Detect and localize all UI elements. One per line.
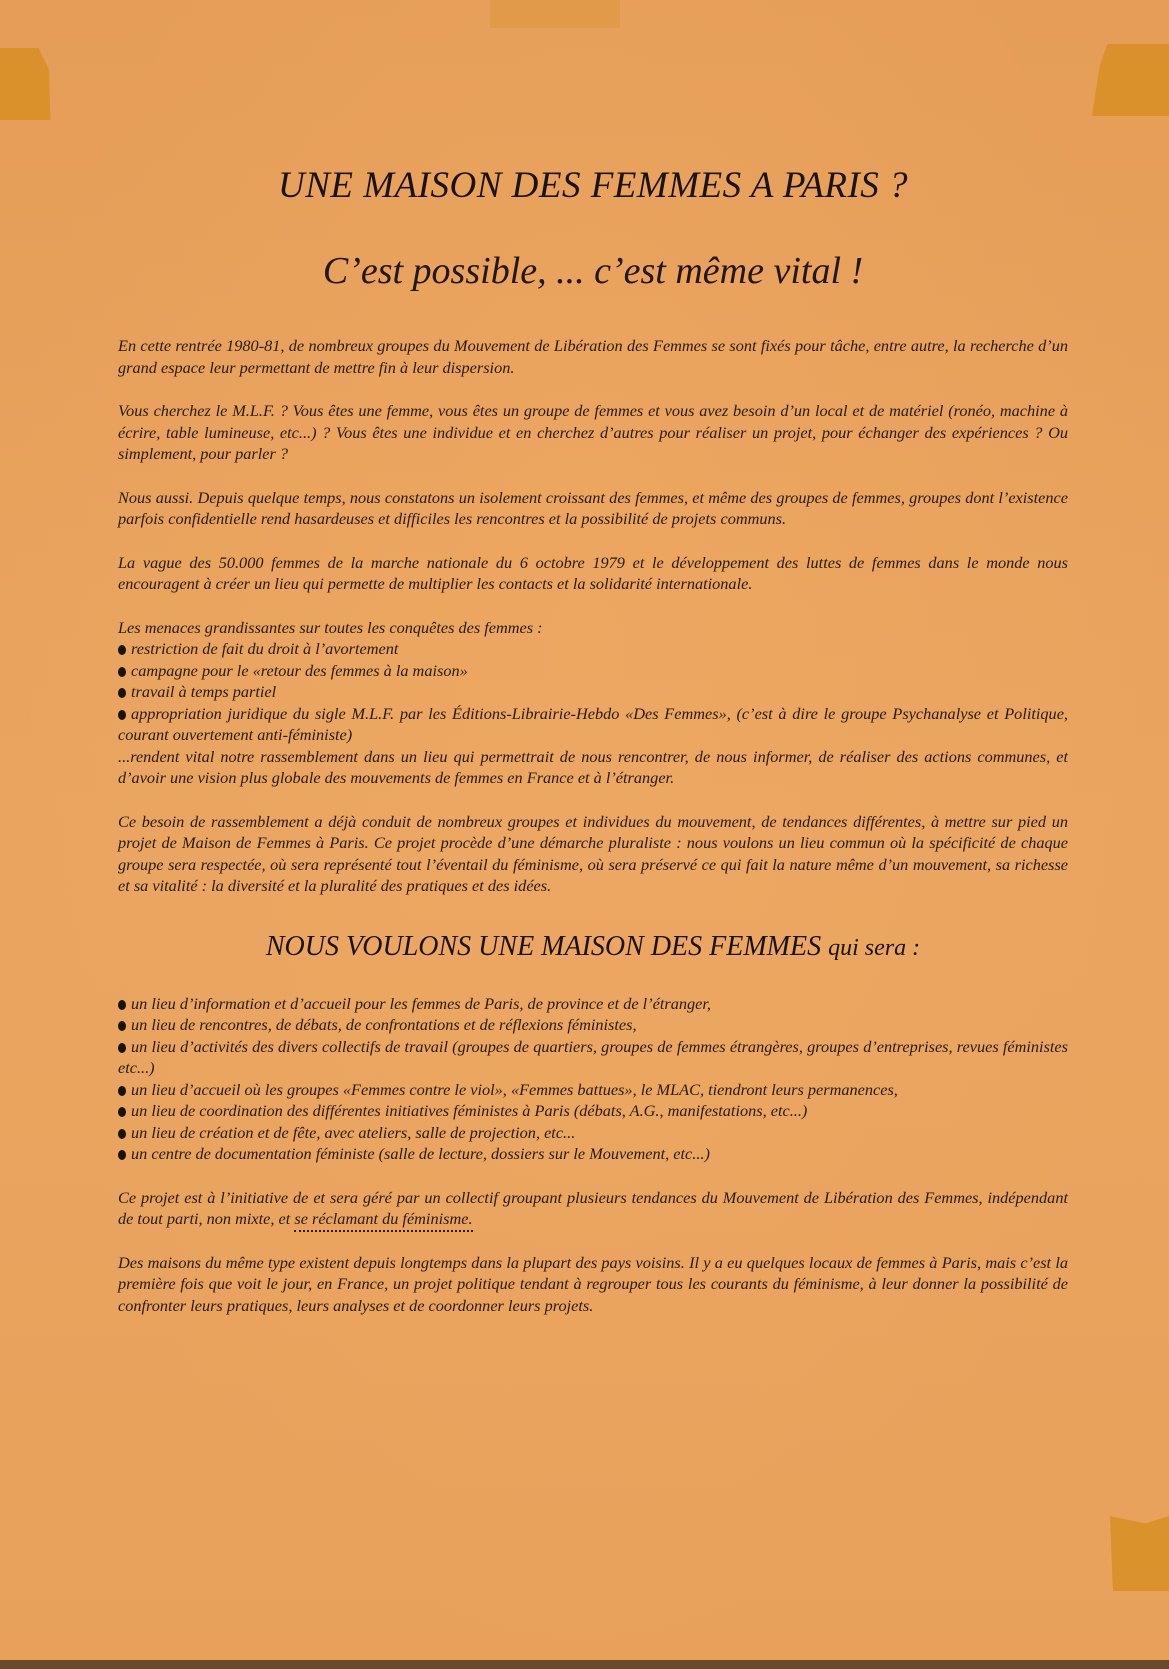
poster-bottom-edge bbox=[0, 1660, 1169, 1669]
list-item: un lieu de création et de fête, avec ateliers, salle de projection, etc... bbox=[118, 1122, 1068, 1144]
list-item: un lieu d’accueil où les groupes «Femmes contre le viol», «Femmes battues», le MLAC, tiendront leurs permanences, bbox=[118, 1079, 1068, 1101]
bullet-icon bbox=[118, 1000, 126, 1010]
paragraph-intro: En cette rentrée 1980-81, de nombreux groupes du Mouvement de Libération des Femmes se sont fixés pour tâche, entre autre, la recherche d’un grand espace leur permettant de mettre fin à leur dispersion. bbox=[118, 336, 1068, 377]
paragraph-closing: Des maisons du même type existent depuis longtemps dans la plupart des pays voisins. Il y a eu quelques locaux de femmes à Paris, mais c’est la première fois que voit le jour, en France, un projet politique tendant à regrouper tous les courants du féminisme, à leur donner la possibilité de confronter leurs pratiques, leurs analyses et de coordonner leurs projets. bbox=[118, 1252, 1068, 1315]
list-item: campagne pour le «retour des femmes à la maison» bbox=[118, 660, 1068, 682]
poster-title: UNE MAISON DES FEMMES A PARIS ? bbox=[277, 165, 909, 206]
bullet-icon bbox=[118, 645, 126, 655]
bullet-icon bbox=[118, 688, 126, 698]
bullet-icon bbox=[118, 1150, 126, 1160]
threats-conclusion: ...rendent vital notre rassemblement dans un lieu qui permettrait de nous rencontrer, de nous informer, de réaliser des actions communes, et d’avoir une vision plus globale des mouvements de femmes en France et à l’étranger. bbox=[118, 746, 1068, 787]
section-heading-tail: qui sera : bbox=[828, 934, 921, 961]
underlined-feminism: se réclamant du féminisme. bbox=[294, 1209, 472, 1232]
bullet-icon bbox=[118, 1021, 126, 1031]
bullet-icon bbox=[118, 1086, 126, 1096]
bullet-icon bbox=[118, 1129, 126, 1139]
threats-section bbox=[118, 617, 1068, 789]
tape-top-right bbox=[1092, 44, 1169, 116]
list-item: restriction de fait du droit à l’avortement bbox=[118, 638, 1068, 660]
tape-bottom-right bbox=[1110, 1516, 1169, 1591]
bullet-icon bbox=[118, 710, 126, 720]
paragraph-isolation: Nous aussi. Depuis quelque temps, nous constatons un isolement croissant des femmes, et même des groupes de femmes, groupes dont l’existence parfois confidentielle rend hasardeuses et difficiles les rencontres et la possibilité de projets communs. bbox=[118, 487, 1068, 528]
paragraph-gathering: Ce besoin de rassemblement a déjà conduit de nombreux groupes et individues du mouvement, de tendances différentes, à mettre sur pied un projet de Maison de Femmes à Paris. Ce projet procède d’une démarche pluraliste : nous voulons un lieu commun où la spécificité de chaque groupe sera respectée, où sera représenté tout l’éventail du féminisme, où sera préservé ce qui fait la nature même d’un mouvement, sa richesse et sa vitalité : la diversité et la pluralité des pratiques et des idées. bbox=[118, 811, 1068, 895]
list-item: un lieu d’activités des divers collectifs de travail (groupes de quartiers, groupes de femmes étrangères, groupes d’entreprises, revues féministes etc...) bbox=[118, 1036, 1068, 1077]
poster-content bbox=[118, 150, 1068, 1316]
list-item: travail à temps partiel bbox=[118, 681, 1068, 703]
paragraph-collective: Ce projet est à l’initiative de et sera géré par un collectif groupant plusieurs tendances du Mouvement de Libération des Femmes, indépendant de tout parti, non mixte, et se réclamant du féminisme. bbox=[118, 1187, 1068, 1230]
bullet-icon bbox=[118, 1107, 126, 1117]
list-item: un lieu de coordination des différentes initiatives féministes à Paris (débats, A.G., manifestations, etc...) bbox=[118, 1100, 1068, 1122]
tape-top-left bbox=[0, 48, 70, 120]
paragraph-question: Vous cherchez le M.L.F. ? Vous êtes une femme, vous êtes un groupe de femmes et vous avez besoin d’un local et de matériel (ronéo, machine à écrire, table lumineuse, etc...) ? Vous êtes une individue et en cherchez d’autres pour réaliser un projet, pour échanger des expériences ? Ou simplement, pour parler ? bbox=[118, 401, 1068, 463]
bullet-icon bbox=[118, 1043, 126, 1053]
list-item: un lieu d’information et d’accueil pour les femmes de Paris, de province et de l’étranger, bbox=[118, 993, 1068, 1015]
threats-intro: Les menaces grandissantes sur toutes les conquêtes des femmes : bbox=[118, 617, 543, 637]
bullet-icon bbox=[118, 667, 126, 677]
tape-top-center bbox=[490, 0, 620, 28]
poster-subtitle: C’est possible, ... c’est même vital ! bbox=[322, 250, 864, 292]
wants-list bbox=[118, 993, 1068, 1165]
list-item: un centre de documentation féministe (salle de lecture, dossiers sur le Mouvement, etc...) bbox=[118, 1143, 1068, 1165]
threats-list bbox=[118, 638, 1068, 746]
section-heading bbox=[118, 931, 1068, 963]
list-item: appropriation juridique du sigle M.L.F. par les Éditions-Librairie-Hebdo «Des Femmes», (c’est à dire le groupe Psychanalyse et Politique, courant ouvertement anti-féministe) bbox=[118, 703, 1068, 744]
paragraph-march: La vague des 50.000 femmes de la marche nationale du 6 octobre 1979 et le développement des luttes de femmes dans le monde nous encouragent à créer un lieu qui permette de multiplier les contacts et la solidarité internationale. bbox=[118, 552, 1068, 593]
section-heading-main: NOUS VOULONS UNE MAISON DES FEMMES bbox=[265, 930, 822, 962]
list-item: un lieu de rencontres, de débats, de confrontations et de réflexions féministes, bbox=[118, 1014, 1068, 1036]
